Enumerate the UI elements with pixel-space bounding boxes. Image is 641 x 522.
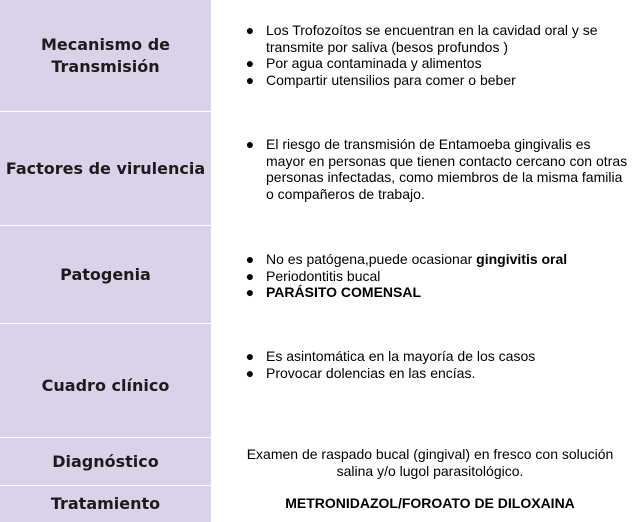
bullet-list [243,348,633,381]
row-header-virulencia: Factores de virulencia [0,112,211,225]
row-content-virulencia [211,112,641,225]
row-content-transmision [211,0,641,111]
list-item: ● Los Trofozoítos se encuentran en la cavidad oral y se transmite por saliva (besos profundos ) [245,22,598,55]
list-item: ● Provocar dolencias en las encías. [245,364,476,381]
list-item: ● No es patógena,puede ocasionar gingivitis oral [245,251,568,267]
row-content-tratamiento [211,486,641,522]
bullet-list [243,22,633,88]
tratamiento-text: METRONIDAZOL/FOROATO DE DILOXAINA [285,495,575,511]
row-header-tratamiento: Tratamiento [0,486,211,522]
row-header-transmision: Mecanismo de Transmisión [0,0,211,111]
list-item: ● Es asintomática en la mayoría de los casos [245,348,536,364]
row-header-cuadro-clinico: Cuadro clínico [0,324,211,437]
row-content-patogenia [211,226,641,323]
bullet-list [243,136,633,202]
row-header-patogenia: Patogenia [0,226,211,323]
table-row-patogenia [0,226,641,323]
table-row-cuadro-clinico [0,324,641,437]
diagnostico-text: Examen de raspado bucal (gingival) en fresco con solución salina y/o lugol parasitológico. [246,446,614,479]
row-content-diagnostico [211,438,641,485]
bullet-list [243,251,633,301]
row-header-diagnostico: Diagnóstico [0,438,211,485]
list-item: ● Por agua contaminada y alimentos [245,55,482,71]
list-item: ● El riesgo de transmisión de Entamoeba gingivalis es mayor en personas que tienen contacto cercano con otras personas infectadas, como miembros de la misma familia o compañeros de trabajo. [245,136,628,202]
table-row-tratamiento [0,486,641,522]
list-item: ● PARÁSITO COMENSAL [245,284,422,300]
list-item: ● Periodontitis bucal [245,267,381,284]
row-content-cuadro-clinico [211,324,641,437]
table-row-transmision [0,0,641,111]
list-item: ● Compartir utensilios para comer o beber [245,71,516,88]
table-row-diagnostico [0,438,641,485]
table-row-virulencia [0,112,641,225]
